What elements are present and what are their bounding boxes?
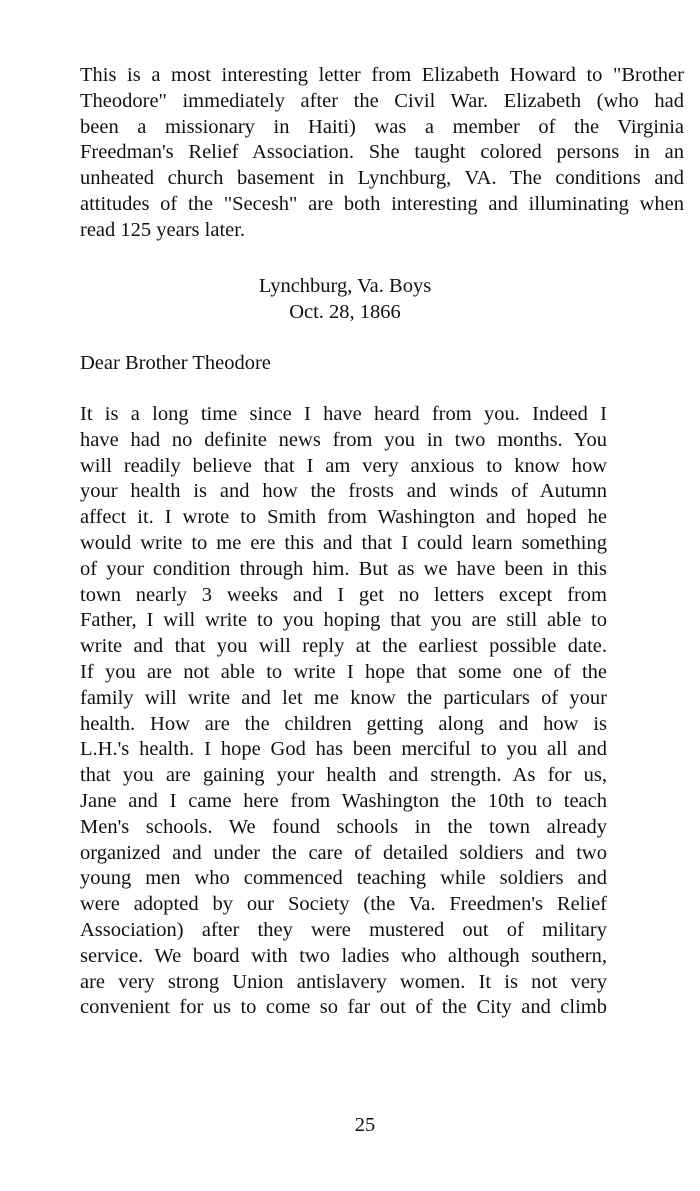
intro-line: Freedman's Relief Association. She taught colored persons in an (80, 141, 684, 164)
letter-line: health. How are the children getting along and how is (80, 712, 607, 735)
letter-line: family will write and let me know the particulars of your (80, 686, 607, 709)
letter-salutation: Dear Brother Theodore (80, 352, 271, 374)
letter-line: It is a long time since I have heard from you. Indeed I (80, 403, 607, 425)
letter-line: Men's schools. We found schools in the town already (80, 815, 607, 838)
letter-line: affect it. I wrote to Smith from Washington and hoped he (80, 506, 607, 529)
letter-line: are very strong Union antislavery women. It is not very (80, 970, 607, 993)
intro-line: been a missionary in Haiti) was a member of the Virginia (80, 115, 684, 138)
intro-line: This is a most interesting letter from Elizabeth Howard to "Brother (80, 64, 684, 86)
intro-line: read 125 years later. (80, 218, 246, 241)
letter-line: write and that you will reply at the earliest possible date. (80, 635, 607, 658)
letter-line: will readily believe that I am very anxious to know how (80, 454, 607, 477)
letter-line: young men who commenced teaching while soldiers and (80, 867, 607, 890)
letter-line: L.H.'s health. I hope God has been merciful to you all and (80, 738, 607, 761)
intro-line: unheated church basement in Lynchburg, VA. The conditions and (80, 167, 684, 190)
letter-place: Lynchburg, Va. Boys (258, 275, 432, 297)
letter-line: Father, I will write to you hoping that you are still able to (80, 609, 607, 632)
intro-paragraph (80, 63, 684, 244)
letter-line: town nearly 3 weeks and I get no letters except from (80, 583, 607, 606)
letter-line: would write to me ere this and that I could learn something (80, 531, 607, 554)
intro-line: Theodore" immediately after the Civil War. Elizabeth (who had (80, 89, 684, 112)
letter-line: that you are gaining your health and strength. As for us, (80, 764, 607, 787)
letter-line: convenient for us to come so far out of the City and climb (80, 996, 607, 1019)
intro-line: attitudes of the "Secesh" are both interesting and illuminating when (80, 192, 684, 215)
letter-line: Association) after they were mustered out of military (80, 918, 607, 941)
letter-body (80, 402, 607, 1021)
page-number: 25 (354, 1114, 376, 1136)
letter-line: of your condition through him. But as we have been in this (80, 557, 607, 580)
letter-date: Oct. 28, 1866 (289, 301, 401, 323)
letter-line: organized and under the care of detailed soldiers and two (80, 841, 607, 864)
letter-line: have had no definite news from you in two months. You (80, 428, 607, 451)
letter-line: your health is and how the frosts and winds of Autumn (80, 480, 607, 503)
letter-line: were adopted by our Society (the Va. Freedmen's Relief (80, 893, 607, 916)
letter-line: service. We board with two ladies who although southern, (80, 944, 607, 967)
letter-line: Jane and I came here from Washington the 10th to teach (80, 789, 607, 812)
letter-line: If you are not able to write I hope that some one of the (80, 660, 607, 683)
